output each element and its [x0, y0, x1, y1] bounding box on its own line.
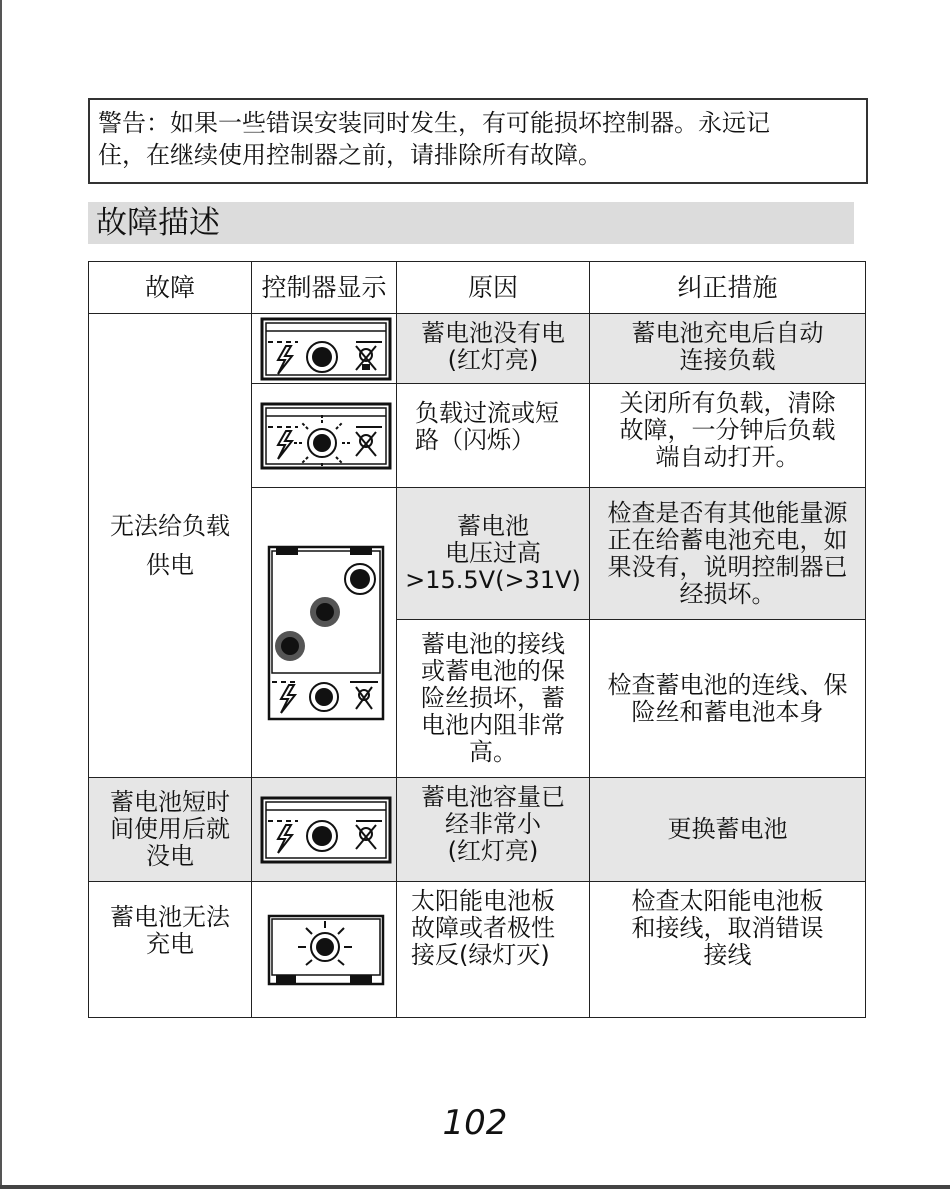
cause-line: 蓄电池没有电: [421, 319, 565, 347]
controller-led-panel-icon: [256, 401, 392, 471]
indicator-led: [312, 826, 332, 846]
cause-line: (红灯亮): [447, 346, 539, 374]
action-line: 险丝和蓄电池本身: [631, 697, 824, 726]
action-cell: [590, 384, 866, 488]
action-line: 关闭所有负载，清除: [619, 389, 836, 417]
cause-line: 太阳能电池板: [411, 887, 555, 915]
header-cause: 原因: [397, 262, 590, 314]
display-cell: [252, 882, 397, 1018]
cause-line: 经非常小: [445, 810, 541, 838]
action-line: 果没有，说明控制器已: [607, 552, 848, 581]
action-line: 和接线，取消错误: [631, 914, 824, 942]
solar-led-panel-icon: [262, 913, 386, 987]
indicator-led: [316, 938, 334, 956]
cause-line: >15.5V(>31V): [405, 566, 581, 594]
page-number: 102: [442, 1103, 508, 1143]
action-line: 检查蓄电池的连线、保: [607, 670, 848, 699]
cause-line: 负载过流或短: [415, 399, 559, 427]
page-edge-bottom: [0, 1185, 950, 1189]
controller-full-panel-icon: [262, 545, 386, 721]
cause-line: 接反(绿灯灭): [411, 941, 550, 969]
cause-line: 蓄电池: [457, 512, 529, 540]
indicator-led: [315, 688, 333, 706]
action-cell: [590, 882, 866, 1018]
fault-table: [88, 261, 866, 1018]
controller-led-panel-icon: [256, 795, 392, 865]
warning-box: [88, 98, 868, 184]
cause-cell: [397, 620, 590, 778]
fault-cell: [89, 778, 252, 882]
cause-cell: [397, 882, 590, 1018]
header-display: 控制器显示: [252, 262, 397, 314]
action-line: 接线: [703, 941, 752, 969]
cause-line: 或蓄电池的保: [421, 657, 565, 685]
action-line: 经损坏。: [679, 579, 776, 608]
table-row: [89, 314, 866, 384]
fault-line: 供电: [146, 550, 194, 579]
indicator-led: [313, 434, 331, 452]
fault-line: 没电: [146, 842, 194, 870]
cause-line: (红灯亮): [447, 837, 539, 865]
action-cell: [590, 488, 866, 620]
cause-line: 路（闪烁）: [415, 426, 535, 454]
action-line: 连接负载: [679, 346, 776, 374]
action-line: 检查太阳能电池板: [631, 887, 824, 915]
display-cell: [252, 314, 397, 384]
action-cell: [590, 778, 866, 882]
cause-line: 蓄电池容量已: [421, 783, 565, 811]
display-cell: [252, 488, 397, 778]
cause-cell: [397, 384, 590, 488]
fault-line: 蓄电池短时: [110, 788, 230, 816]
display-cell: [252, 778, 397, 882]
cause-line: 高。: [469, 738, 517, 766]
fault-cell: [89, 882, 252, 1018]
cause-cell: [397, 778, 590, 882]
controller-led-panel-icon: [256, 316, 392, 382]
indicator-led: [312, 347, 332, 367]
fault-line: 蓄电池无法: [110, 903, 230, 931]
section-title: 故障描述: [88, 202, 854, 244]
action-line: 端自动打开。: [655, 443, 800, 471]
warning-line-2: 住，在继续使用控制器之前，请排除所有故障。: [98, 141, 602, 169]
action-line: 蓄电池充电后自动: [631, 319, 824, 347]
cause-cell: [397, 314, 590, 384]
table-row: [89, 778, 866, 882]
cause-line: 故障或者极性: [411, 914, 555, 942]
cause-cell: [397, 488, 590, 620]
table-row: [89, 882, 866, 1018]
action-cell: [590, 314, 866, 384]
display-cell: [252, 384, 397, 488]
page-edge: [0, 0, 2, 1189]
table-header-row: [89, 262, 866, 314]
action-line: 正在给蓄电池充电，如: [607, 525, 848, 554]
fault-line: 充电: [146, 930, 194, 958]
action-cell: [590, 620, 866, 778]
action-line: 更换蓄电池: [667, 815, 788, 843]
indicator-led: [350, 569, 370, 589]
action-line: 故障，一分钟后负载: [619, 416, 836, 444]
fault-line: 间使用后就: [110, 815, 230, 843]
warning-line-1: 警告：如果一些错误安装同时发生，有可能损坏控制器。永远记: [98, 109, 770, 137]
cause-line: 蓄电池的接线: [421, 630, 565, 658]
fault-line: 无法给负载: [110, 511, 230, 540]
header-fault: 故障: [89, 262, 252, 314]
cause-line: 电池内阻非常: [421, 711, 565, 739]
cause-line: 电压过高: [445, 539, 541, 567]
fault-cell-no-load: [89, 314, 252, 778]
cause-line: 险丝损坏，蓄: [421, 684, 565, 712]
header-action: 纠正措施: [590, 262, 866, 314]
action-line: 检查是否有其他能量源: [607, 498, 848, 527]
